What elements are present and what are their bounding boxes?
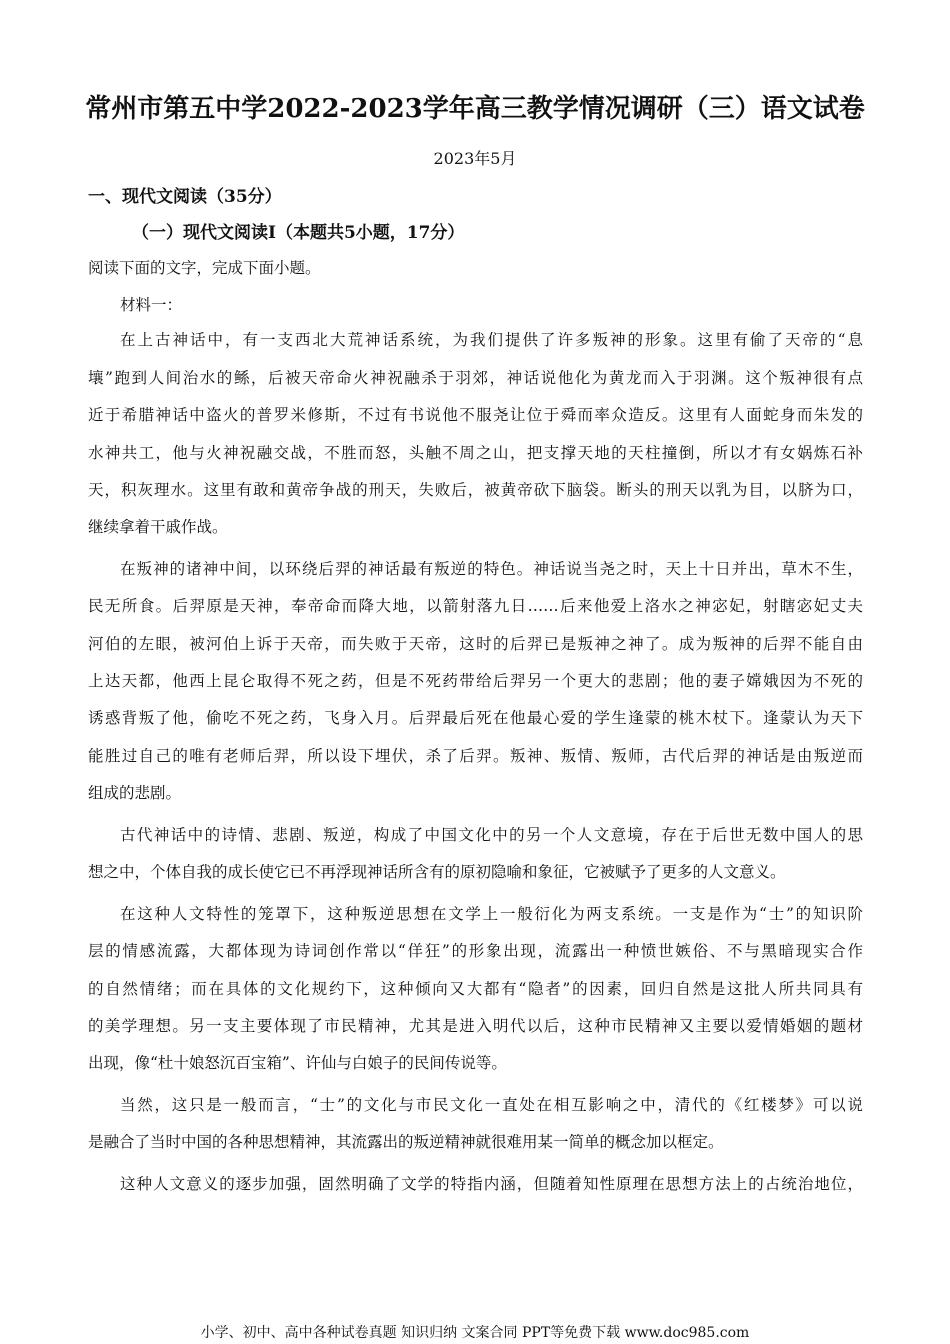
passage-line: 上达天都，他西上昆仑取得不死之药，但是不死药带给后羿另一个更大的悲剧；他的妻子嫦娥因为不死的 [88, 672, 863, 690]
passage-line: 的美学理想。另一支主要体现了市民精神，尤其是进入明代以后，这种市民精神又主要以爱情婚姻的题材 [88, 1017, 863, 1035]
subsection-heading: （一）现代文阅读Ⅰ（本题共5小题，17分） [132, 223, 465, 243]
passage-line: 想之中，个体自我的成长使它已不再浮现神话所含有的原初隐喻和象征，它被赋予了更多的人文意义。 [88, 863, 786, 881]
instruction-text: 阅读下面的文字，完成下面小题。 [88, 259, 321, 277]
passage-line: 继续拿着干戚作战。 [88, 518, 228, 536]
passage-line: 近于希腊神话中盗火的普罗米修斯，不过有书说他不服尧让位于舜而率众造反。这里有人面蛇身而朱发的 [88, 406, 863, 424]
passage-line: 在叛神的诸神中间，以环绕后羿的神话最有叛逆的特色。神话说当尧之时，天上十日并出，草木不生， [120, 560, 863, 578]
passage-line: 在上古神话中，有一支西北大荒神话系统，为我们提供了许多叛神的形象。这里有偷了天帝的“息 [120, 331, 863, 349]
page-title: 常州市第五中学2022-2023学年高三教学情况调研（三）语文试卷 [85, 94, 865, 124]
section-heading: 一、现代文阅读（35分） [88, 187, 282, 207]
passage-line: 能胜过自己的唯有老师后羿，所以设下埋伏，杀了后羿。叛神、叛情、叛师，古代后羿的神话是由叛逆而 [88, 747, 863, 765]
passage-line: 当然，这只是一般而言，“士”的文化与市民文化一直处在相互影响之中，清代的《红楼梦》可以说 [120, 1096, 863, 1114]
passage-line: 天，积灰理水。这里有敢和黄帝争战的刑天，失败后，被黄帝砍下脑袋。断头的刑天以乳为目，以脐为口， [88, 481, 863, 499]
passage-line: 水神共工，他与火神祝融交战，不胜而怒，头触不周之山，把支撑天地的天柱撞倒，所以才有女娲炼石补 [88, 444, 863, 462]
passage-line: 民无所食。后羿原是天神，奉帝命而降大地，以箭射落九日……后来他爱上洛水之神宓妃，射瞎宓妃丈夫 [88, 597, 863, 615]
passage-line: 壤”跑到人间治水的鲧，后被天帝命火神祝融杀于羽郊，神话说他化为黄龙而入于羽渊。这个叛神很有点 [88, 369, 863, 387]
passage-line: 出现，像“杜十娘怒沉百宝箱”、许仙与白娘子的民间传说等。 [88, 1054, 507, 1072]
passage-line: 诱惑背叛了他，偷吃不死之药，飞身入月。后羿最后死在他最心爱的学生逢蒙的桃木杖下。逢蒙认为天下 [88, 709, 863, 727]
material-label: 材料一： [120, 296, 183, 314]
page-footer: 小学、初中、高中各种试卷真题 知识归纳 文案合同 PPT等免费下载 www.doc985.com [200, 1325, 750, 1341]
passage-line: 在这种人文特性的笼罩下，这种叛逆思想在文学上一般衍化为两支系统。一支是作为“士”的知识阶 [120, 905, 863, 923]
passage-line: 的自然情绪；而在具体的文化规约下，这种倾向又大都有“隐者”的因素，回归自然是这批人所共同具有 [88, 980, 863, 998]
passage-line: 组成的悲剧。 [88, 784, 182, 802]
exam-date: 2023年5月 [433, 149, 517, 168]
passage-line: 河伯的左眼，被河伯上诉于天帝，而失败于天帝，这时的后羿已是叛神之神了。成为叛神的后羿不能自由 [88, 635, 863, 653]
passage-line: 古代神话中的诗情、悲剧、叛逆，构成了中国文化中的另一个人文意境，存在于后世无数中国人的思 [120, 826, 863, 844]
passage-line: 是融合了当时中国的各种思想精神，其流露出的叛逆精神就很难用某一简单的概念加以框定。 [88, 1133, 724, 1151]
passage-line: 这种人文意义的逐步加强，固然明确了文学的特指内涵，但随着知性原理在思想方法上的占统治地位， [120, 1175, 863, 1193]
passage-line: 层的情感流露，大都体现为诗词创作常以“佯狂”的形象出现，流露出一种愤世嫉俗、不与黑暗现实合作 [88, 942, 863, 960]
